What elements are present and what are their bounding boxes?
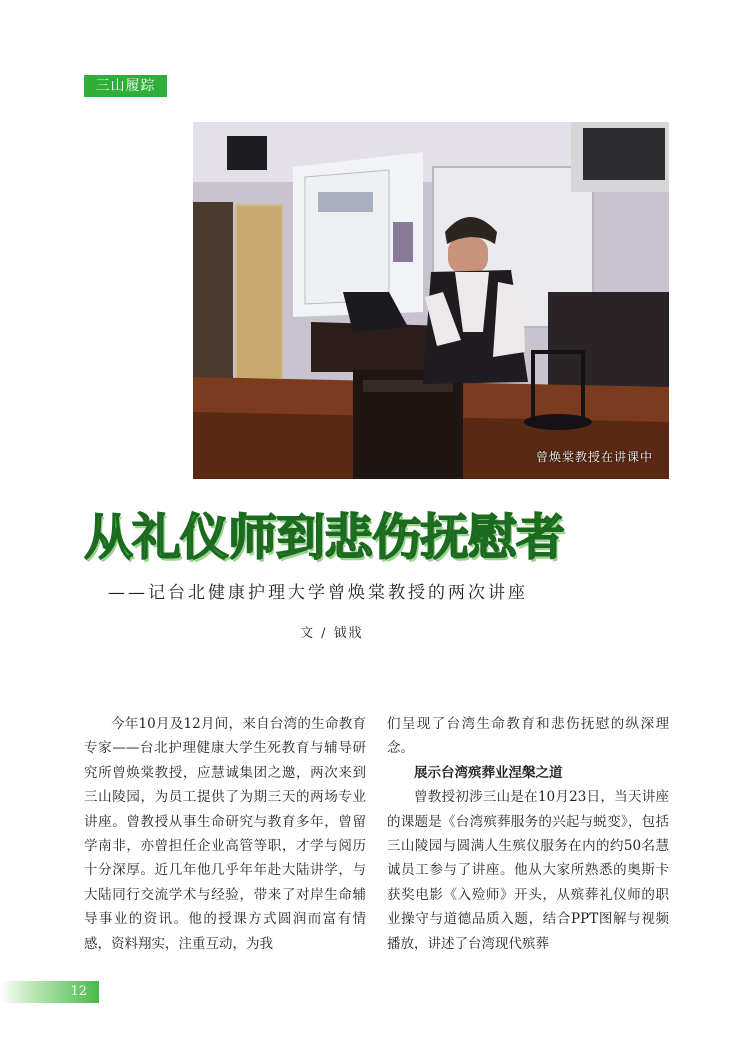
page-number: 12 [0,981,99,1003]
lecture-scene-image [193,122,669,479]
lecture-photo [193,122,669,479]
section-heading: 展示台湾殡葬业涅槃之道 [414,764,563,781]
article-subtitle: ——记台北健康护理大学曾焕棠教授的两次讲座 [108,583,528,603]
photo-caption: 曾焕棠教授在讲课中 [535,450,653,464]
text-column-right [387,712,669,956]
article-title: 从礼仪师到悲伤抚慰者 [84,509,565,566]
section-tag: 三山履踪 [84,75,167,97]
body-paragraph: 曾教授初涉三山是在10月23日，当天讲座的课题是《台湾殡葬服务的兴起与蜕变》，包括三山陵园与圆满人生殡仪服务在内的约50名慧诚员工参与了讲座。他从大家所熟悉的奥斯卡获奖电影《入殓师》开头，从殡葬礼仪师的职业操守与道德品质入题，结合PPT图解与视频播放，讲述了台湾现代殡葬 [387,789,669,952]
body-paragraph-continuation: 们呈现了台湾生命教育和悲伤抚慰的纵深理念。 [387,716,669,757]
body-paragraph: 今年10月及12月间，来自台湾的生命教育专家——台北护理健康大学生死教育与辅导研究所曾焕棠教授，应慧诚集团之邀，两次来到三山陵园，为员工提供了为期三天的两场专业讲座。曾教授从事生命研究与教育多年，曾留学南非，亦曾担任企业高管等职，才学与阅历十分深厚。近几年他几乎年年赴大陆讲学，与大陆同行交流学术与经验，带来了对岸生命辅导事业的资讯。他的授课方式圆润而富有情感，资料翔实，注重互动，为我 [84,716,366,952]
article-byline: 文 / 钺戕 [300,626,364,641]
text-column-left [84,712,366,956]
